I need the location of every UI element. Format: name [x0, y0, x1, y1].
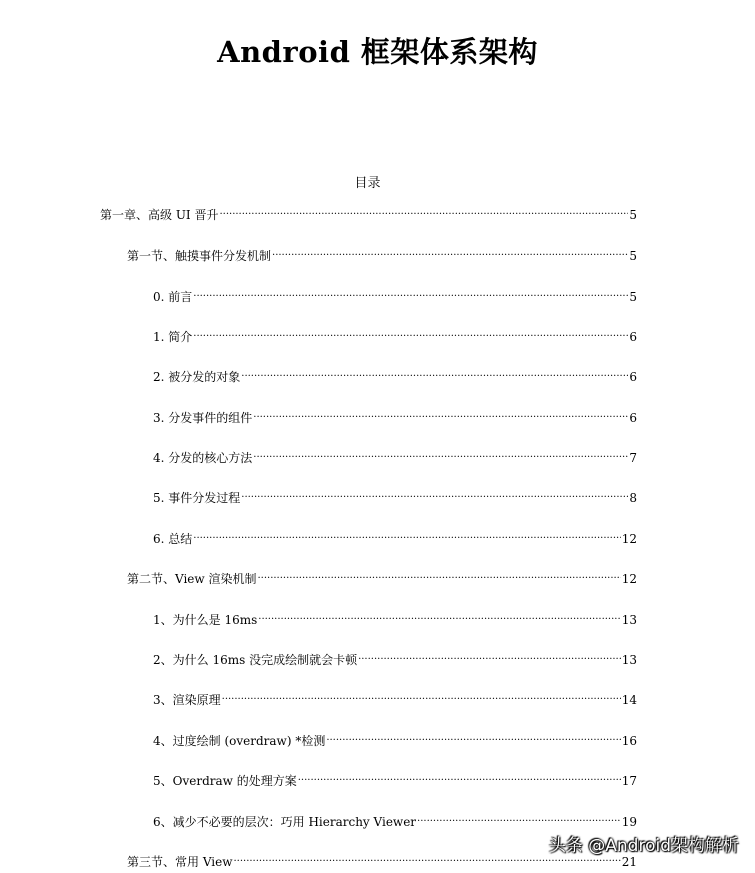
toc-entry-label: 2、为什么 16ms 没完成绘制就会卡顿 — [153, 653, 358, 667]
toc-leader-dots — [358, 650, 621, 664]
toc-entry-label: 4. 分发的核心方法 — [153, 451, 253, 465]
toc-entry[interactable] — [153, 408, 637, 427]
toc-entry[interactable] — [153, 287, 637, 306]
toc-entry[interactable] — [153, 690, 637, 709]
toc-entry-label: 第二节、View 渲染机制 — [127, 572, 257, 586]
toc-entry-page: 13 — [621, 653, 637, 667]
toc-entry[interactable] — [153, 529, 637, 548]
toc-leader-dots — [253, 448, 628, 462]
toc-entry-page: 8 — [629, 491, 637, 505]
toc-entry-label: 5. 事件分发过程 — [153, 491, 241, 505]
toc-entry-label: 第三节、常用 View — [127, 855, 233, 869]
document-title: Android 框架体系架构 — [217, 35, 538, 69]
toc-entry-page: 12 — [621, 532, 637, 546]
toc-entry-label: 4、过度绘制 (overdraw) *检测 — [153, 734, 326, 748]
toc-heading: 目录 — [354, 176, 381, 191]
toc-entry-label: 第一章、高级 UI 晋升 — [100, 208, 219, 222]
toc-leader-dots — [193, 529, 620, 543]
toc-entry-page: 17 — [621, 774, 637, 788]
toc-entry-label: 6. 总结 — [153, 532, 193, 546]
toc-entry-label: 5、Overdraw 的处理方案 — [153, 774, 297, 788]
toc-leader-dots — [193, 287, 628, 301]
toc-leader-dots — [257, 569, 620, 583]
toc-entry-page: 6 — [629, 370, 637, 384]
toc-entry-page: 6 — [629, 330, 637, 344]
toc-leader-dots — [241, 488, 628, 502]
toc-entry-label: 0. 前言 — [153, 290, 193, 304]
toc-entry-page: 13 — [621, 613, 637, 627]
toc-entry-label: 6、减少不必要的层次：巧用 Hierarchy Viewer — [153, 815, 417, 829]
toc-entry[interactable] — [153, 731, 637, 750]
toc-entry-page: 6 — [629, 411, 637, 425]
toc-entry[interactable] — [153, 367, 637, 386]
toc-entry[interactable] — [127, 246, 637, 265]
toc-entry[interactable] — [153, 488, 637, 507]
toc-entry-page: 16 — [621, 734, 637, 748]
toc-entry[interactable] — [153, 448, 637, 467]
toc-entry[interactable] — [127, 569, 637, 588]
toc-leader-dots — [417, 812, 621, 826]
toc-leader-dots — [298, 771, 621, 785]
toc-entry-label: 1、为什么是 16ms — [153, 613, 258, 627]
toc-entry[interactable] — [153, 771, 637, 790]
toc-leader-dots — [219, 205, 628, 219]
toc-entry-page: 7 — [629, 451, 637, 465]
toc-entry-label: 2. 被分发的对象 — [153, 370, 241, 384]
toc-entry-page: 12 — [621, 572, 637, 586]
toc-entry[interactable] — [153, 327, 637, 346]
toc-leader-dots — [241, 367, 628, 381]
toc-leader-dots — [272, 246, 628, 260]
toc-leader-dots — [253, 408, 628, 422]
toc-entry-page: 21 — [621, 855, 637, 869]
toc-leader-dots — [326, 731, 620, 745]
toc-entry[interactable] — [153, 812, 637, 831]
toc-leader-dots — [222, 690, 621, 704]
toc-entry-page: 5 — [629, 208, 637, 222]
toc-entry-label: 第一节、触摸事件分发机制 — [127, 249, 272, 263]
toc-entry-label: 3. 分发事件的组件 — [153, 411, 253, 425]
toc-leader-dots — [193, 327, 628, 341]
toc-entry[interactable] — [153, 650, 637, 669]
toc-entry-page: 14 — [621, 693, 637, 707]
toc-leader-dots — [258, 610, 620, 624]
toc-entry-label: 3、渲染原理 — [153, 693, 221, 707]
toc-entry-page: 5 — [629, 290, 637, 304]
watermark-text: 头条 @Android架构解析 — [548, 836, 739, 856]
toc-entry-label: 1. 简介 — [153, 330, 193, 344]
toc-entry[interactable] — [100, 205, 637, 224]
toc-entry-page: 5 — [629, 249, 637, 263]
toc-entry-page: 19 — [621, 815, 637, 829]
toc-entry[interactable] — [153, 610, 637, 629]
